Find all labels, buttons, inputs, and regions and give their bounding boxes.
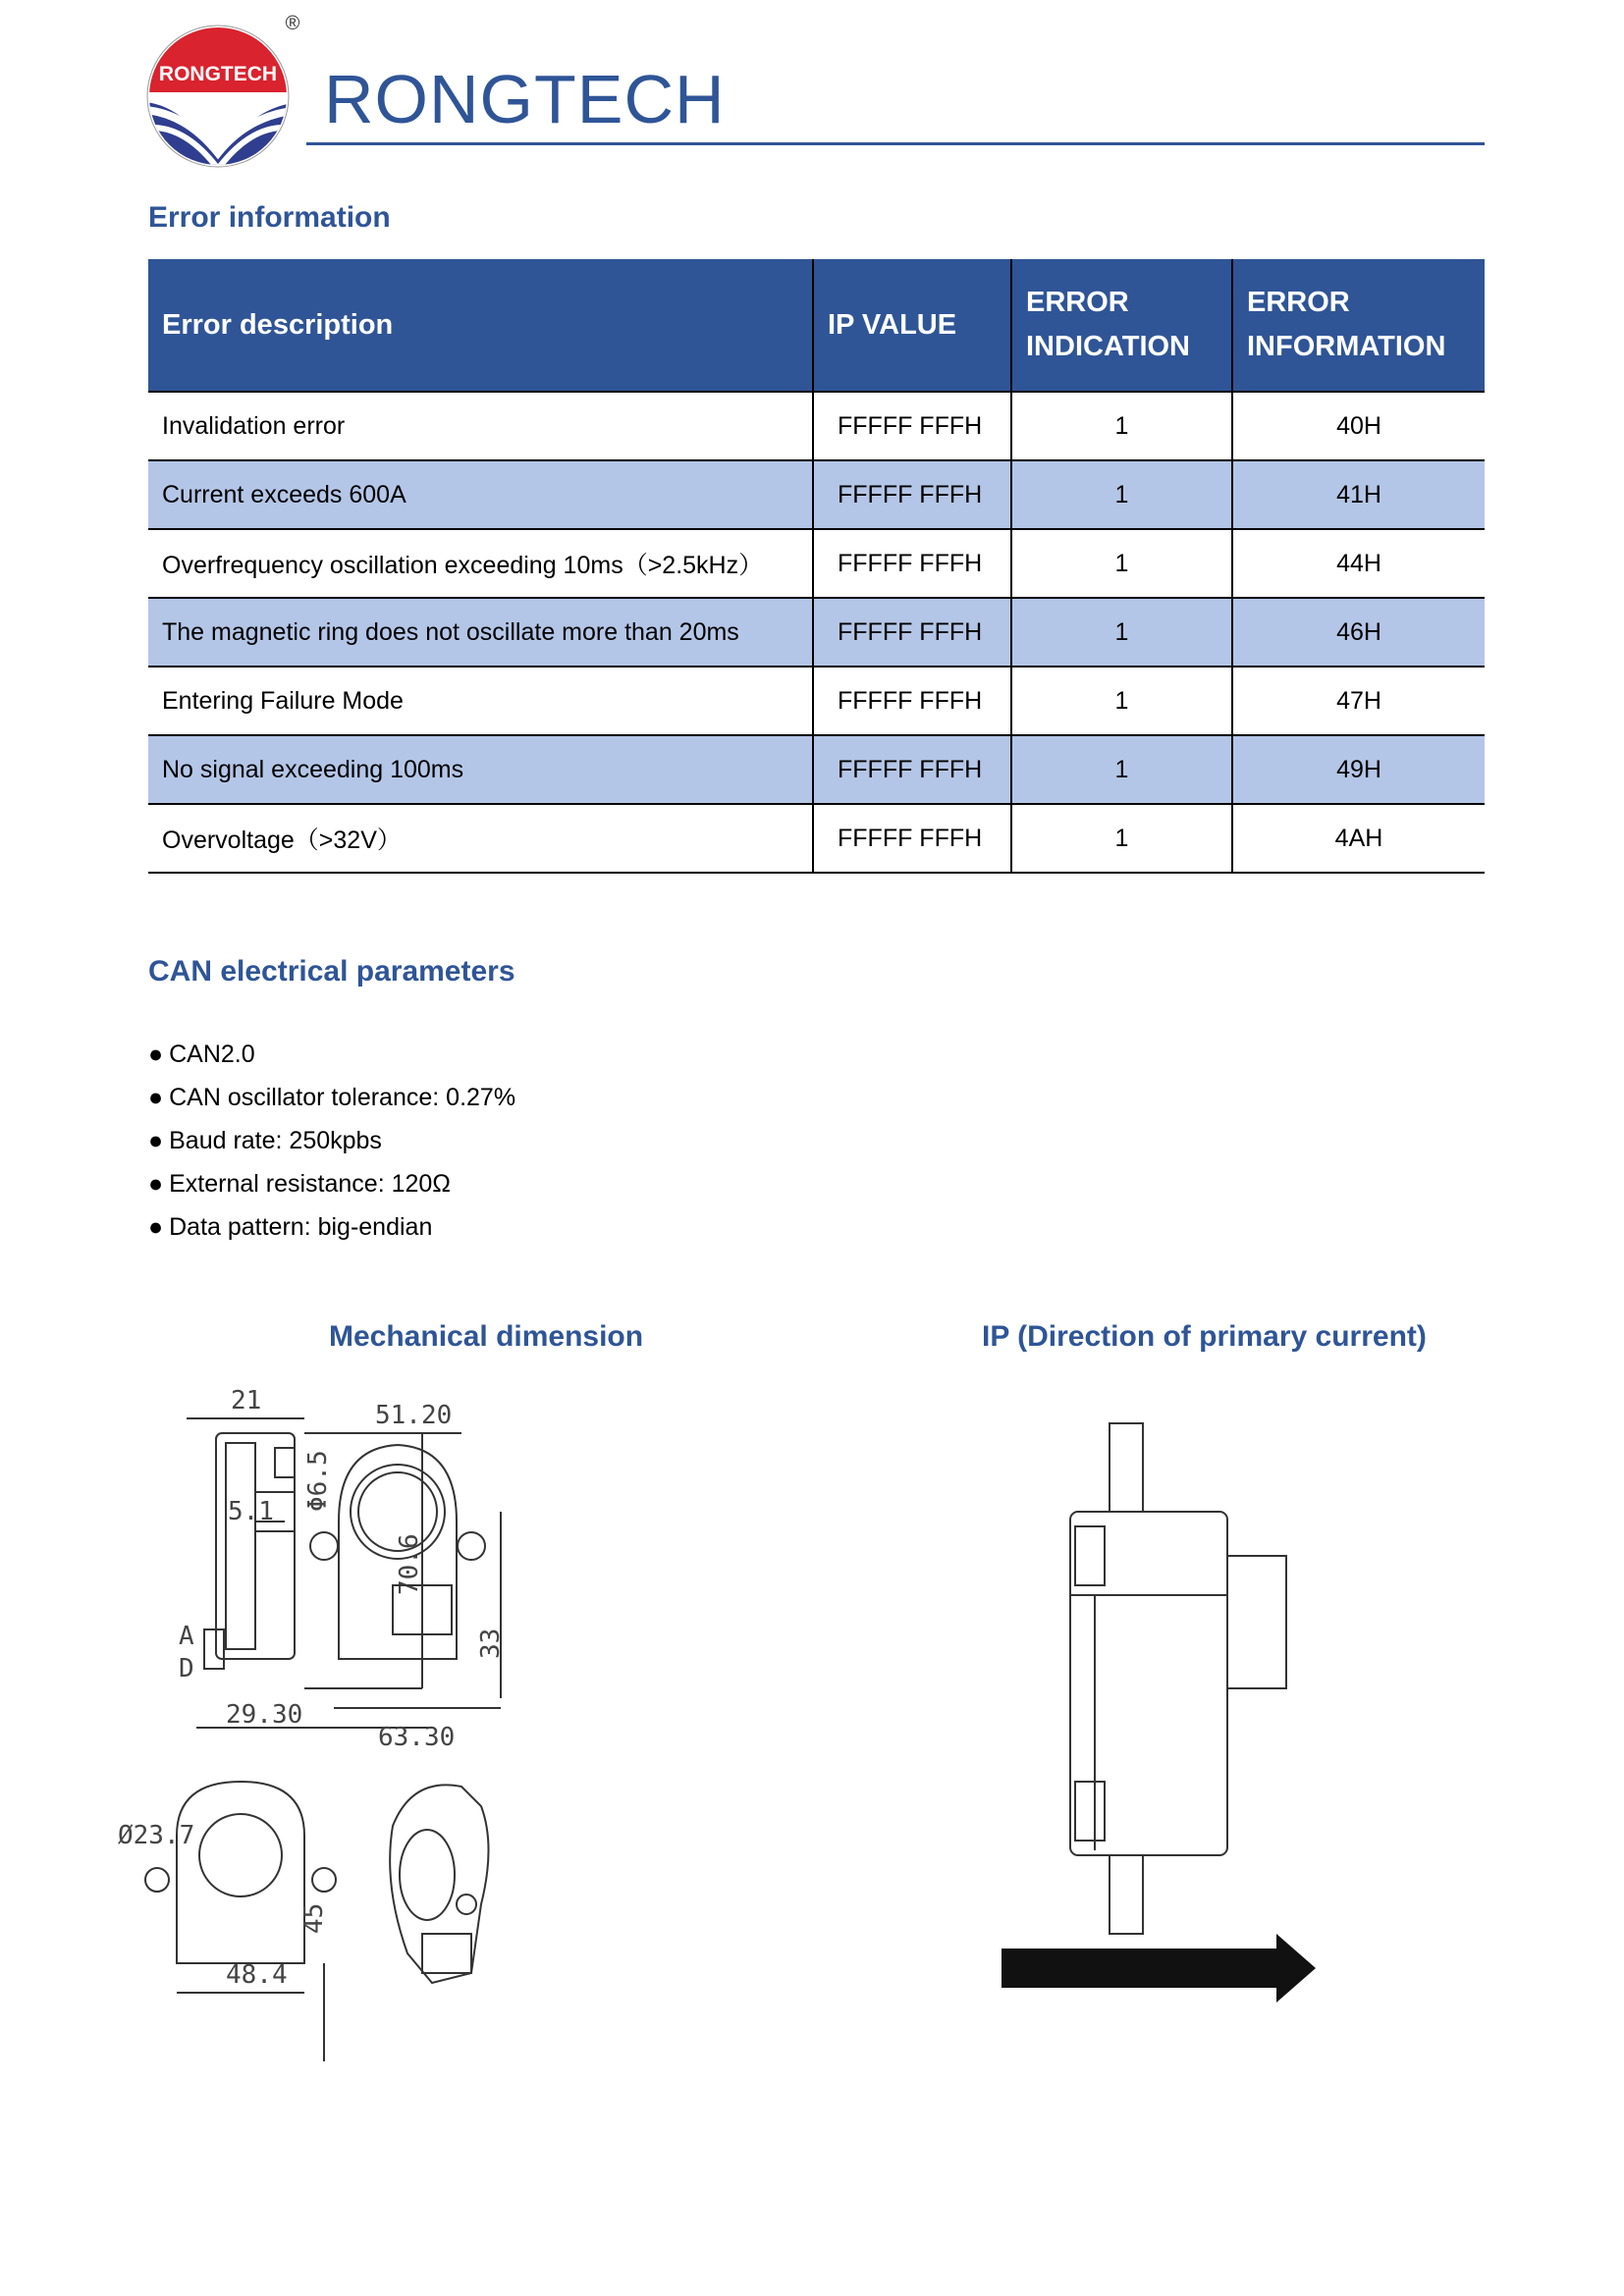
error-table-header xyxy=(148,259,1485,392)
dim-lower-width: 48.4 xyxy=(226,1960,288,1990)
dim-pin-d: D xyxy=(179,1654,194,1683)
cell-ip-value: FFFFF FFFH xyxy=(813,735,1011,804)
cell-indication: 1 xyxy=(1011,529,1232,598)
bullet-icon: ● xyxy=(148,1127,164,1154)
dim-right-height: 33 xyxy=(476,1628,506,1659)
bullet-icon: ● xyxy=(148,1170,164,1198)
bullet-icon: ● xyxy=(148,1041,164,1068)
cell-indication: 1 xyxy=(1011,667,1232,735)
cell-indication: 1 xyxy=(1011,804,1232,873)
col-header-description: Error description xyxy=(148,259,813,392)
bullet-icon: ● xyxy=(148,1084,164,1111)
dim-lower-height: 45 xyxy=(299,1902,329,1934)
cell-information: 4AH xyxy=(1232,804,1485,873)
cell-information: 40H xyxy=(1232,392,1485,460)
dim-top-width: 51.20 xyxy=(375,1401,453,1430)
cell-description: Overvoltage（>32V） xyxy=(148,804,813,873)
dim-side-depth: 5.1 xyxy=(228,1497,274,1526)
list-item xyxy=(148,1076,515,1119)
table-row xyxy=(148,529,1485,598)
rongtech-logo xyxy=(145,12,300,167)
cell-indication: 1 xyxy=(1011,392,1232,460)
dim-bottom-mid: 63.30 xyxy=(378,1723,456,1752)
list-item-text: CAN oscillator tolerance: 0.27% xyxy=(169,1084,516,1111)
list-item xyxy=(148,1119,515,1162)
table-row xyxy=(148,598,1485,667)
cell-indication: 1 xyxy=(1011,598,1232,667)
cell-description: Entering Failure Mode xyxy=(148,667,813,735)
col-header-error-indication: ERROR INDICATION xyxy=(1011,259,1232,392)
header-divider xyxy=(306,142,1485,145)
cell-ip-value: FFFFF FFFH xyxy=(813,667,1011,735)
brand-title: RONGTECH xyxy=(324,61,726,137)
cell-ip-value: FFFFF FFFH xyxy=(813,392,1011,460)
ip-direction-drawing xyxy=(1001,1418,1335,2027)
table-row xyxy=(148,392,1485,460)
col-header-error-information: ERROR INFORMATION xyxy=(1232,259,1485,392)
dim-hole: Φ6.5 xyxy=(303,1450,333,1512)
dim-aperture: Ø23.7 xyxy=(118,1821,195,1850)
cell-description: Invalidation error xyxy=(148,392,813,460)
sensor-side-view xyxy=(1070,1423,1286,1934)
error-section-title: Error information xyxy=(148,201,391,234)
cell-ip-value: FFFFF FFFH xyxy=(813,598,1011,667)
table-row xyxy=(148,667,1485,735)
list-item xyxy=(148,1205,515,1249)
cell-description: Current exceeds 600A xyxy=(148,460,813,529)
mechanical-dimension-drawing xyxy=(118,1374,785,2130)
list-item xyxy=(148,1033,515,1076)
list-item-text: External resistance: 120Ω xyxy=(169,1170,451,1198)
error-table xyxy=(148,259,1485,874)
table-row xyxy=(148,735,1485,804)
list-item-text: Baud rate: 250kpbs xyxy=(169,1127,382,1154)
table-row xyxy=(148,460,1485,529)
cell-information: 44H xyxy=(1232,529,1485,598)
current-direction-arrow-icon xyxy=(1001,1934,1316,2002)
cell-indication: 1 xyxy=(1011,735,1232,804)
cell-information: 41H xyxy=(1232,460,1485,529)
can-parameter-list xyxy=(148,1033,515,1249)
dim-pin-a: A xyxy=(179,1622,194,1651)
dim-bottom-left: 29.30 xyxy=(226,1700,303,1730)
table-row xyxy=(148,804,1485,873)
cell-information: 47H xyxy=(1232,667,1485,735)
mechanical-section-title: Mechanical dimension xyxy=(329,1320,644,1353)
ip-section-title: IP (Direction of primary current) xyxy=(982,1320,1427,1353)
registered-mark: ® xyxy=(285,13,300,34)
col-header-ip-value: IP VALUE xyxy=(813,259,1011,392)
list-item-text: Data pattern: big-endian xyxy=(169,1213,433,1241)
list-item-text: CAN2.0 xyxy=(169,1041,255,1068)
cell-description: Overfrequency oscillation exceeding 10ms（>2.5kHz） xyxy=(148,529,813,598)
logo-text: RONGTECH xyxy=(158,63,278,85)
cell-indication: 1 xyxy=(1011,460,1232,529)
list-item xyxy=(148,1162,515,1205)
dim-side-width: 21 xyxy=(231,1386,262,1415)
cell-description: No signal exceeding 100ms xyxy=(148,735,813,804)
can-section-title: CAN electrical parameters xyxy=(148,955,515,988)
cell-information: 49H xyxy=(1232,735,1485,804)
cell-ip-value: FFFFF FFFH xyxy=(813,804,1011,873)
cell-ip-value: FFFFF FFFH xyxy=(813,529,1011,598)
bullet-icon: ● xyxy=(148,1213,164,1241)
isometric-view xyxy=(390,1785,488,1983)
cell-description: The magnetic ring does not oscillate more than 20ms xyxy=(148,598,813,667)
dim-height: 70.6 xyxy=(395,1533,424,1595)
cell-information: 46H xyxy=(1232,598,1485,667)
cell-ip-value: FFFFF FFFH xyxy=(813,460,1011,529)
